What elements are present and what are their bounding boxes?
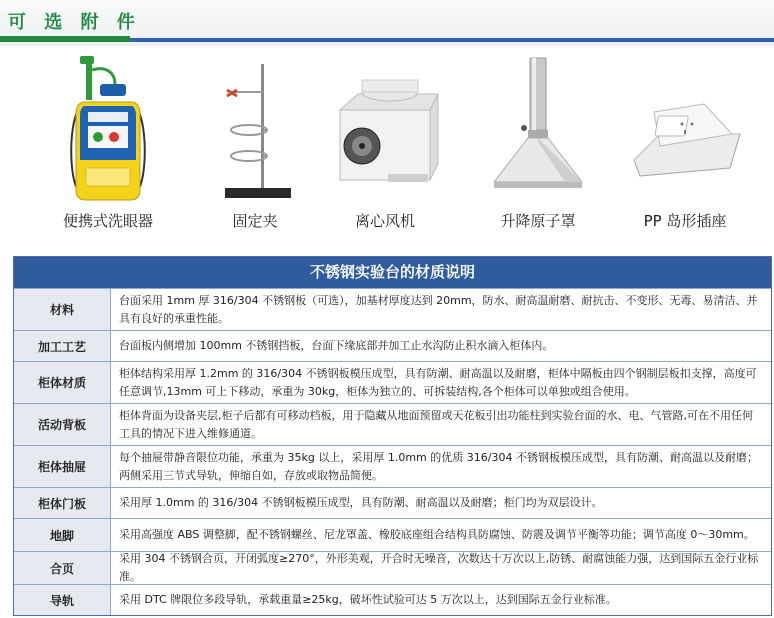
accessory-label: 离心风机 — [354, 212, 415, 230]
table-row — [14, 403, 771, 445]
table-row — [14, 487, 771, 518]
eyewash-bottle-icon — [48, 50, 168, 210]
accessory-clamp — [205, 50, 305, 240]
table-row — [14, 551, 771, 584]
materials-table — [13, 256, 772, 616]
row-text: 采用 304 不锈钢合页，开闭弧度≥270°，外形美观，开合时无噪音，次数达十万次以上,防锈、耐腐蚀能力强，达到国际五金行业标准。 — [119, 552, 759, 583]
row-text: 每个抽屉带静音限位功能，承重为 35kg 以上，采用厚 1.0mm 的优质 316/304 不锈钢板模压成型，具有防潮、耐高温以及耐磨；两侧采用三节式导轨，伸缩自如，存放或取物品简便。 — [119, 450, 758, 482]
table-row — [14, 330, 771, 361]
accessory-label: 升降原子罩 — [500, 212, 576, 230]
row-text: 柜体结构采用厚 1.2mm 的 316/304 不锈钢板模压成型，具有防潮、耐高温以及耐磨，柜体中隔板由四个钢制层板扣支撑，高度可任意调节,13mm 可上下移动，承重为 30kg，柜体为独立的、可拆装结构,各个柜体可以单独或组合使用。 — [119, 366, 757, 398]
row-label: 材料 — [14, 289, 111, 330]
centrifugal-fan-icon — [320, 50, 450, 210]
row-text: 台面板内侧增加 100mm 不锈钢挡板，台面下缘底部并加工止水沟防止积水滴入柜体内。 — [119, 339, 554, 352]
accessory-hood — [478, 50, 598, 240]
row-label: 柜体材质 — [14, 362, 111, 403]
row-label: 柜体抽屉 — [14, 446, 111, 487]
accessory-fan — [320, 50, 450, 240]
table-row — [14, 288, 771, 330]
island-socket-icon — [620, 50, 750, 210]
accessory-eyewash — [48, 50, 168, 240]
table-row — [14, 518, 771, 551]
table-row — [14, 584, 771, 615]
atomic-hood-icon — [478, 50, 598, 210]
row-text: 柜体背面为设备夹层,柜子后都有可移动档板，用于隐藏从地面预留或天花板引出功能柱到实验台面的水、电、气管路,可在不用任何工具的情况下进入维修通道。 — [119, 408, 753, 440]
row-label: 合页 — [14, 552, 111, 584]
table-title: 不锈钢实验台的材质说明 — [14, 257, 771, 288]
table-row — [14, 445, 771, 487]
row-label: 导轨 — [14, 585, 111, 615]
table-row — [14, 361, 771, 403]
row-label: 柜体门板 — [14, 488, 111, 518]
row-text: 采用 DTC 牌限位多段导轨，承载重量≥25kg，破坏性试验可达 5 万次以上，达到国际五金行业标准。 — [119, 593, 617, 606]
row-label: 活动背板 — [14, 404, 111, 445]
accessory-label: PP 岛形插座 — [643, 212, 727, 230]
header-accent-bar — [0, 36, 130, 42]
row-text: 采用厚 1.0mm 的 316/304 不锈钢板模压成型，具有防潮、耐高温以及耐磨；柜门均为双层设计。 — [119, 496, 603, 509]
row-text: 台面采用 1mm 厚 316/304 不锈钢板（可选），加基材厚度达到 20mm，防水、耐高温耐磨、耐抗击、不变形、无毒、易清洁、并具有良好的承重性能。 — [119, 293, 758, 325]
row-label: 加工工艺 — [14, 331, 111, 361]
row-text: 采用高强度 ABS 调整脚，配不锈钢螺丝、尼龙罩盖、橡胶底座组合结构具防腐蚀、防震及调节平衡等功能；调节高度 0～30mm。 — [119, 528, 755, 541]
section-title: 可 选 附 件 — [8, 12, 141, 33]
accessory-socket — [620, 50, 750, 240]
retort-stand-icon — [205, 50, 305, 210]
row-label: 地脚 — [14, 519, 111, 551]
accessory-label: 固定夹 — [232, 212, 278, 230]
accessory-label: 便携式洗眼器 — [62, 212, 153, 230]
header-rule — [130, 38, 774, 42]
section-header — [0, 0, 774, 46]
